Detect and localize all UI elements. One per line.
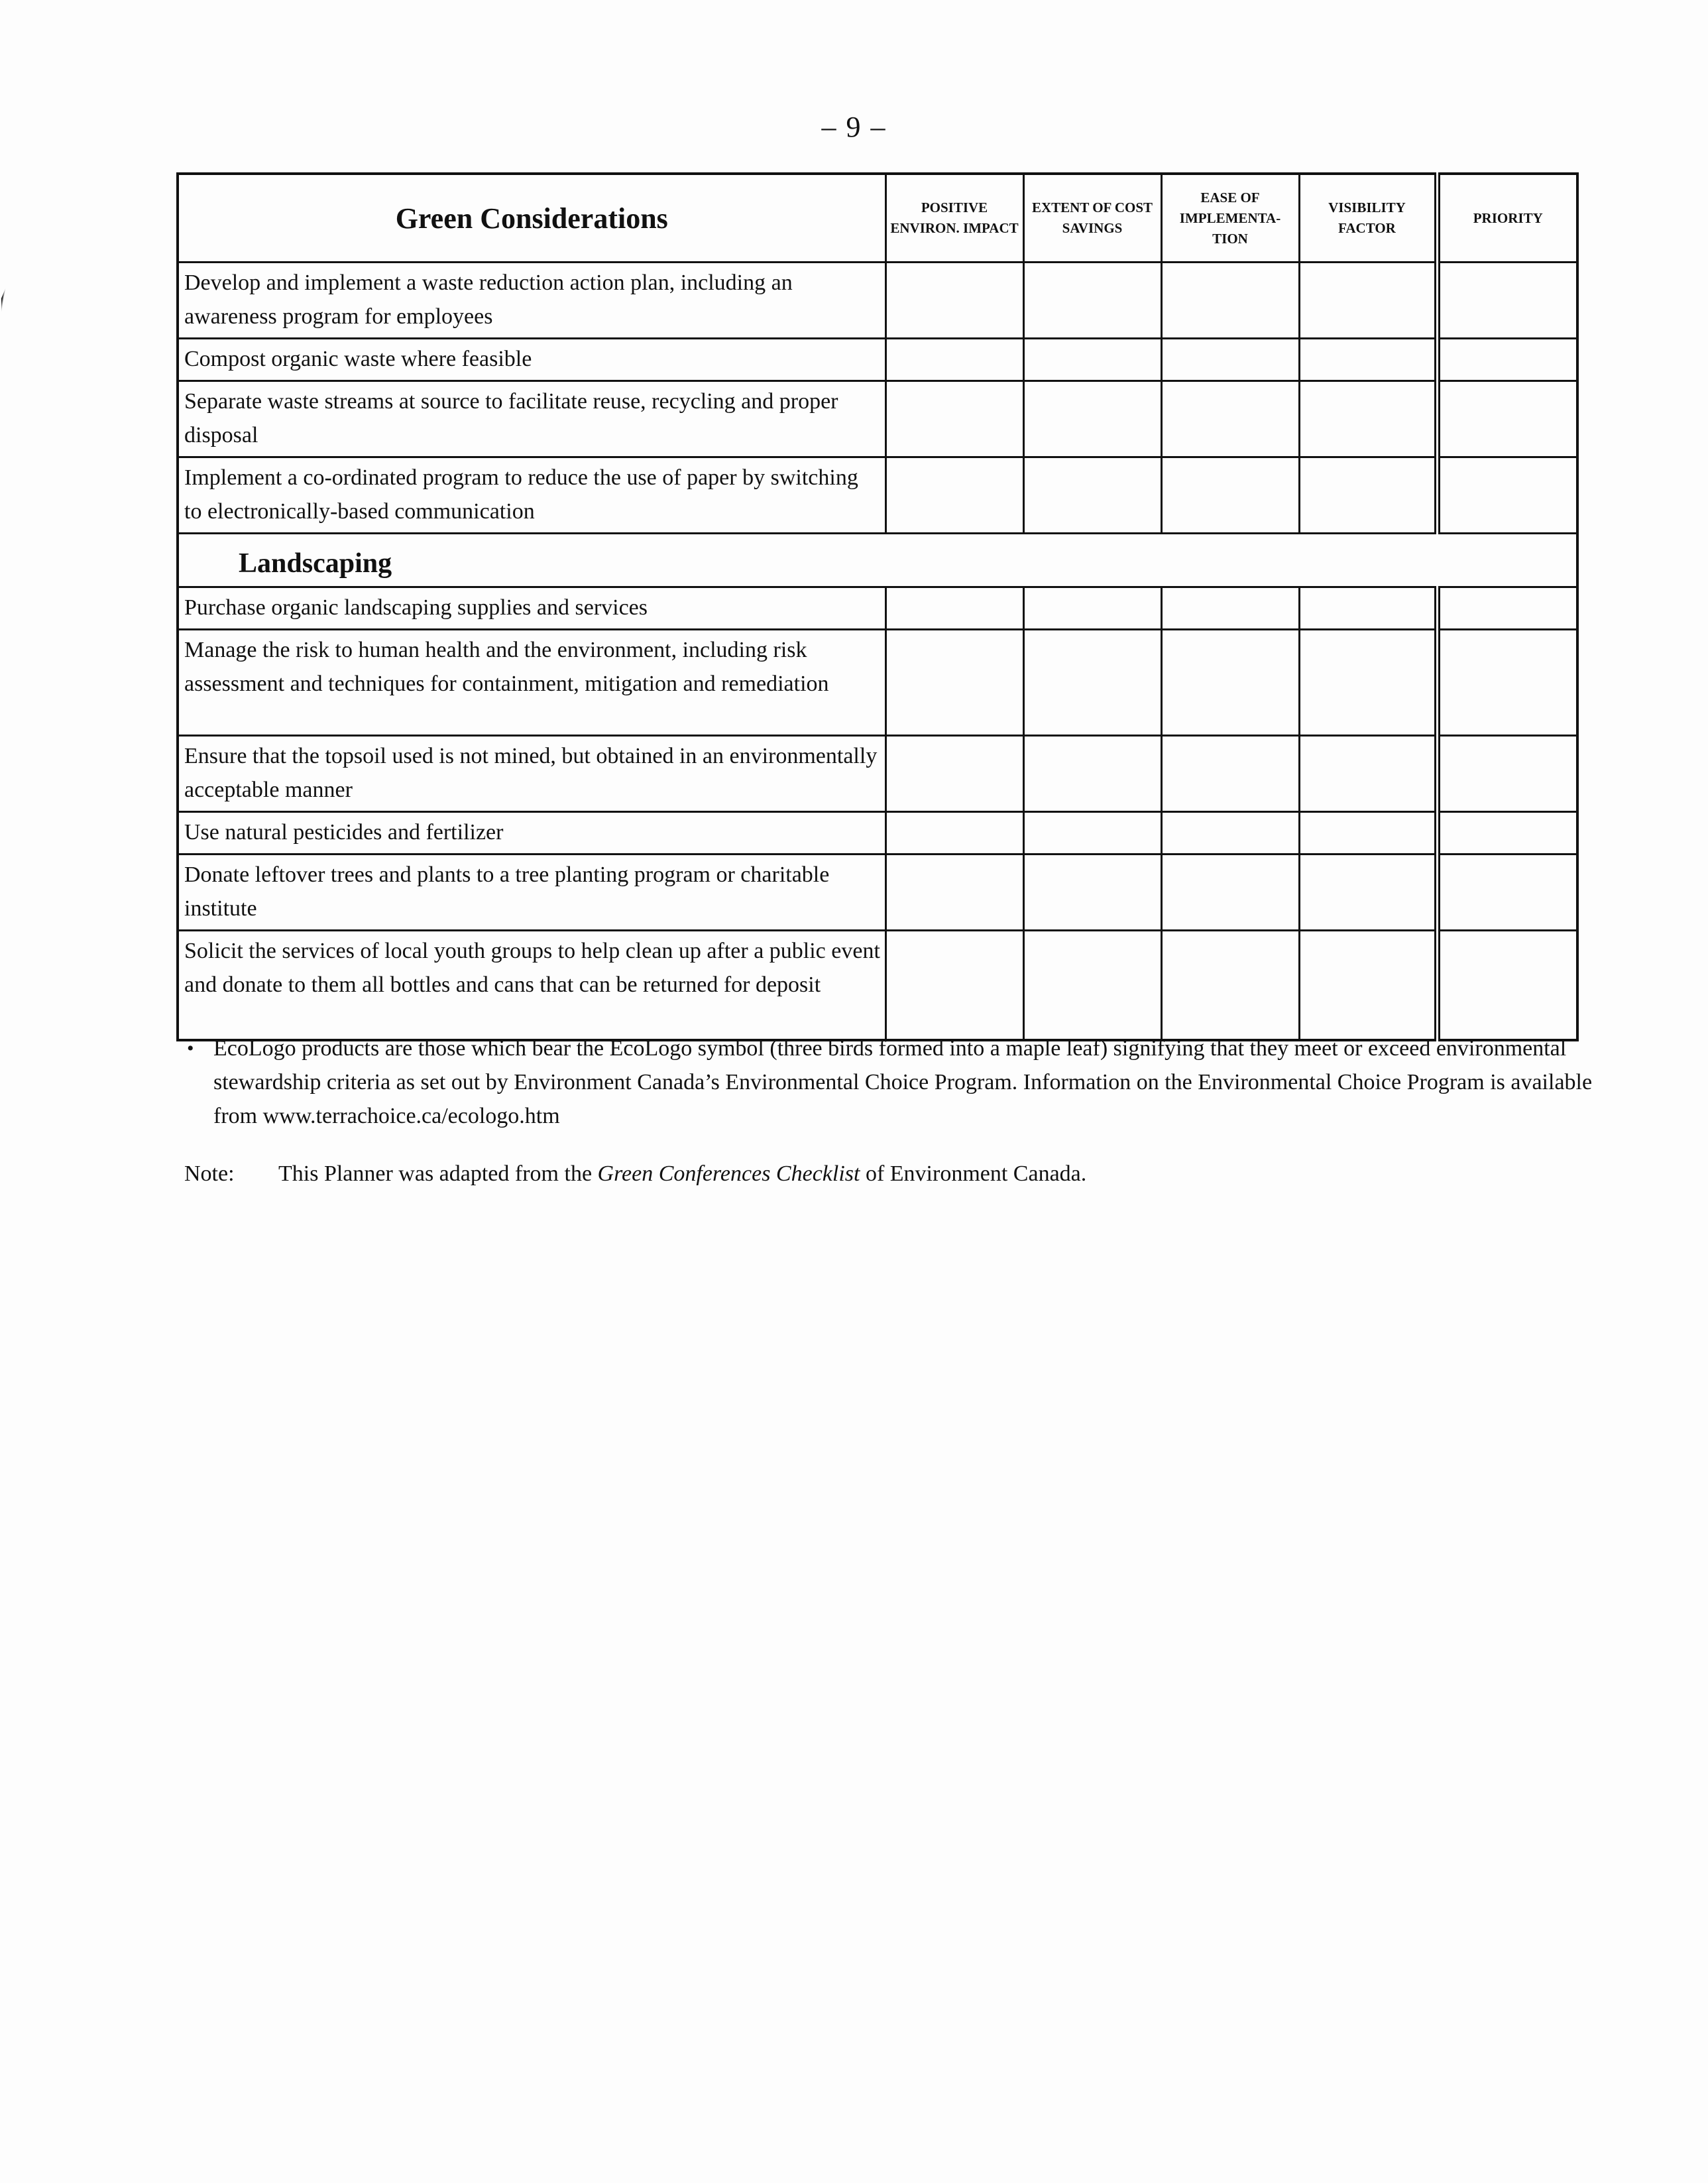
rating-cell[interactable] xyxy=(1023,381,1161,457)
note-text-after: of Environment Canada. xyxy=(860,1161,1087,1186)
rating-cell[interactable] xyxy=(885,339,1023,381)
rating-cell[interactable] xyxy=(1299,855,1437,931)
rating-cell[interactable] xyxy=(1023,931,1161,1040)
rating-cell[interactable] xyxy=(1161,339,1299,381)
table-title: Green Considerations xyxy=(178,174,885,263)
rating-cell[interactable] xyxy=(1161,457,1299,534)
note-source-title: Green Conferences Checklist xyxy=(597,1161,860,1186)
rating-cell[interactable] xyxy=(885,587,1023,630)
item-organic-landscaping: Purchase organic landscaping supplies and services xyxy=(178,587,885,630)
table-row xyxy=(178,931,1577,1040)
rating-cell[interactable] xyxy=(1299,812,1437,855)
rating-cell[interactable] xyxy=(885,263,1023,339)
table-row xyxy=(178,630,1577,736)
rating-cell[interactable] xyxy=(1299,339,1437,381)
table-row xyxy=(178,263,1577,339)
rating-cell[interactable] xyxy=(1299,381,1437,457)
column-header-priority: PRIORITY xyxy=(1437,174,1577,263)
rating-cell[interactable] xyxy=(1023,736,1161,812)
footnote xyxy=(179,1032,1597,1133)
scan-shadow-edge xyxy=(1,13,127,331)
rating-cell[interactable] xyxy=(1299,736,1437,812)
table-row xyxy=(178,855,1577,931)
rating-cell[interactable] xyxy=(1161,381,1299,457)
table-row xyxy=(178,339,1577,381)
column-header-environ-impact: POSITIVE ENVIRON. IMPACT xyxy=(885,174,1023,263)
note xyxy=(184,1161,1086,1187)
rating-cell[interactable] xyxy=(1299,263,1437,339)
rating-cell[interactable] xyxy=(1023,263,1161,339)
table-row xyxy=(178,812,1577,855)
item-separate-waste: Separate waste streams at source to facilitate reuse, recycling and proper disposal xyxy=(178,381,885,457)
table-row xyxy=(178,587,1577,630)
rating-cell[interactable] xyxy=(885,931,1023,1040)
table-row xyxy=(178,736,1577,812)
priority-cell[interactable] xyxy=(1437,931,1577,1040)
rating-cell[interactable] xyxy=(1299,587,1437,630)
rating-cell[interactable] xyxy=(1299,457,1437,534)
priority-cell[interactable] xyxy=(1437,736,1577,812)
priority-cell[interactable] xyxy=(1437,855,1577,931)
rating-cell[interactable] xyxy=(885,736,1023,812)
column-header-ease-of-implementation: EASE OF IMPLEMENTA- TION xyxy=(1161,174,1299,263)
priority-cell[interactable] xyxy=(1437,457,1577,534)
priority-cell[interactable] xyxy=(1437,812,1577,855)
note-text-before: This Planner was adapted from the xyxy=(278,1161,598,1186)
page-number: – 9 – xyxy=(821,111,887,143)
rating-cell[interactable] xyxy=(1299,931,1437,1040)
rating-cell[interactable] xyxy=(1023,630,1161,736)
rating-cell[interactable] xyxy=(1023,812,1161,855)
priority-cell[interactable] xyxy=(1437,339,1577,381)
rating-cell[interactable] xyxy=(885,457,1023,534)
item-natural-pesticides: Use natural pesticides and fertilizer xyxy=(178,812,885,855)
rating-cell[interactable] xyxy=(885,630,1023,736)
rating-cell[interactable] xyxy=(1023,587,1161,630)
footnote-text: EcoLogo products are those which bear the EcoLogo symbol (three birds formed into a maple leaf) signifying that they meet or exceed environmental stewardship criteria as set out by Environment Canada’s Environmental Choice Program. Information on the Environmental Choice Program is available from www.terrachoice.ca/ecologo.htm xyxy=(213,1036,1593,1128)
column-header-cost-savings: EXTENT OF COST SAVINGS xyxy=(1023,174,1161,263)
rating-cell[interactable] xyxy=(1161,812,1299,855)
table-row xyxy=(178,381,1577,457)
item-manage-risk: Manage the risk to human health and the environment, including risk assessment and techniques for containment, mitigation and remediation xyxy=(178,630,885,736)
note-label: Note: xyxy=(184,1161,235,1186)
rating-cell[interactable] xyxy=(885,812,1023,855)
rating-cell[interactable] xyxy=(1299,630,1437,736)
rating-cell[interactable] xyxy=(1161,855,1299,931)
priority-cell[interactable] xyxy=(1437,630,1577,736)
footnote-bullet: • xyxy=(187,1037,194,1059)
table-row xyxy=(178,457,1577,534)
section-heading-landscaping: Landscaping xyxy=(178,534,1577,587)
column-header-visibility-factor: VISIBILITY FACTOR xyxy=(1299,174,1437,263)
item-waste-reduction-plan: Develop and implement a waste reduction action plan, including an awareness program for employees xyxy=(178,263,885,339)
rating-cell[interactable] xyxy=(1161,630,1299,736)
item-compost: Compost organic waste where feasible xyxy=(178,339,885,381)
green-considerations-table xyxy=(176,172,1579,1041)
rating-cell[interactable] xyxy=(1161,587,1299,630)
section-row xyxy=(178,534,1577,587)
rating-cell[interactable] xyxy=(1161,736,1299,812)
rating-cell[interactable] xyxy=(885,855,1023,931)
rating-cell[interactable] xyxy=(885,381,1023,457)
rating-cell[interactable] xyxy=(1023,339,1161,381)
rating-cell[interactable] xyxy=(1161,931,1299,1040)
rating-cell[interactable] xyxy=(1023,855,1161,931)
rating-cell[interactable] xyxy=(1161,263,1299,339)
priority-cell[interactable] xyxy=(1437,381,1577,457)
item-reduce-paper: Implement a co-ordinated program to reduce the use of paper by switching to electronically-based communication xyxy=(178,457,885,534)
item-topsoil: Ensure that the topsoil used is not mined, but obtained in an environmentally acceptable manner xyxy=(178,736,885,812)
priority-cell[interactable] xyxy=(1437,587,1577,630)
item-youth-groups: Solicit the services of local youth groups to help clean up after a public event and donate to them all bottles and cans that can be returned for deposit xyxy=(178,931,885,1040)
rating-cell[interactable] xyxy=(1023,457,1161,534)
table-header-row xyxy=(178,174,1577,263)
priority-cell[interactable] xyxy=(1437,263,1577,339)
item-donate-trees: Donate leftover trees and plants to a tree planting program or charitable institute xyxy=(178,855,885,931)
